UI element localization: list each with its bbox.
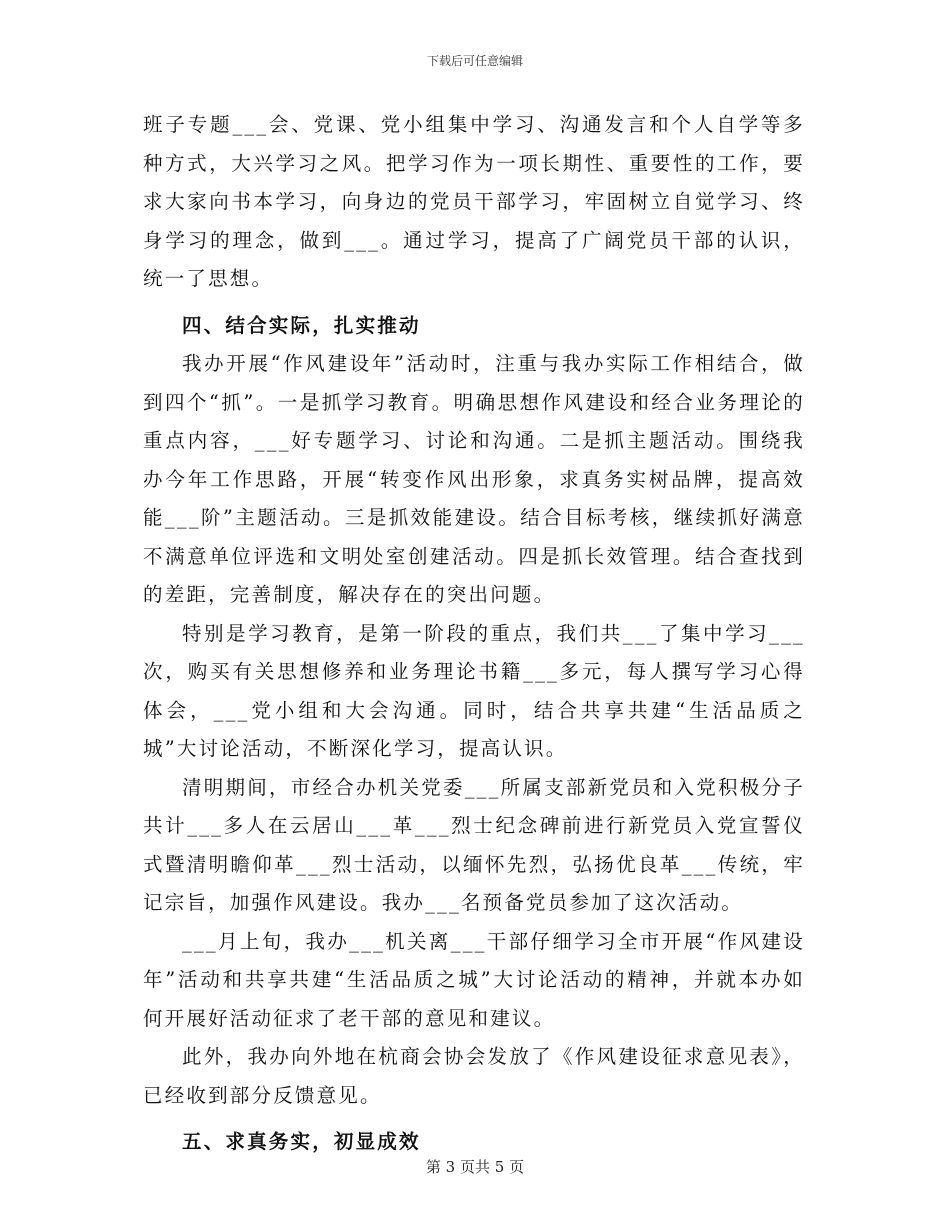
paragraph-four-grasps: 我办开展“作风建设年”活动时，注重与我办实际工作相结合，做到四个“抓”。一是抓学习教育。明确思想作风建设和经合业务理论的重点内容，___好专题学习、讨论和沟通。二是抓主题活动。围绕我办今年工作思路，开展“转变作风出形象，求真务实树品牌，提高效能___阶”主题活动。三是抓效能建设。结合目标考核，继续抓好满意不满意单位评选和文明处室创建活动。四是抓长效管理。结合查找到的差距，完善制度，解决存在的突出问题。: [143, 352, 805, 606]
paragraph-study-education: 特别是学习教育，是第一阶段的重点，我们共___了集中学习___次，购买有关思想修养和业务理论书籍___多元，每人撰写学习心得体会，___党小组和大会沟通。同时，结合共享共建“生活品质之城”大讨论活动，不断深化学习，提高认识。: [143, 621, 805, 760]
paragraph-study-methods: 班子专题___会、党课、党小组集中学习、沟通发言和个人自学等多种方式，大兴学习之风。把学习作为一项长期性、重要性的工作，要求大家向书本学习，向身边的党员干部学习，牢固树立自觉学习、终身学习的理念，做到___。通过学习，提高了广阔党员干部的认识，统一了思想。: [143, 113, 805, 290]
document-body: [143, 106, 805, 1162]
paragraph-feedback-form: 此外，我办向外地在杭商会协会发放了《作风建设征求意见表》，已经收到部分反馈意见。: [143, 1045, 805, 1107]
section-heading-4: 四、结合实际，扎实推动: [182, 313, 421, 337]
paragraph-retired-cadres: ___月上旬，我办___机关离___干部仔细学习全市开展“作风建设年”活动和共享共建“生活品质之城”大讨论活动的精神，并就本办如何开展好活动征求了老干部的意见和建议。: [143, 929, 805, 1030]
page-header-note: 下载后可任意编辑: [426, 54, 523, 68]
paragraph-qingming-activity: 清明期间，市经合办机关党委___所属支部新党员和入党积极分子共计___多人在云居山___革___烈士纪念碑前进行新党员入党宣誓仪式暨清明瞻仰革___烈士活动，以缅怀先烈，弘扬优良革___传统，牢记宗旨，加强作风建设。我办___名预备党员参加了这次活动。: [143, 775, 805, 914]
section-heading-5: 五、求真务实，初显成效: [182, 1130, 421, 1153]
page-number: 第 3 页共 5 页: [425, 1158, 525, 1176]
